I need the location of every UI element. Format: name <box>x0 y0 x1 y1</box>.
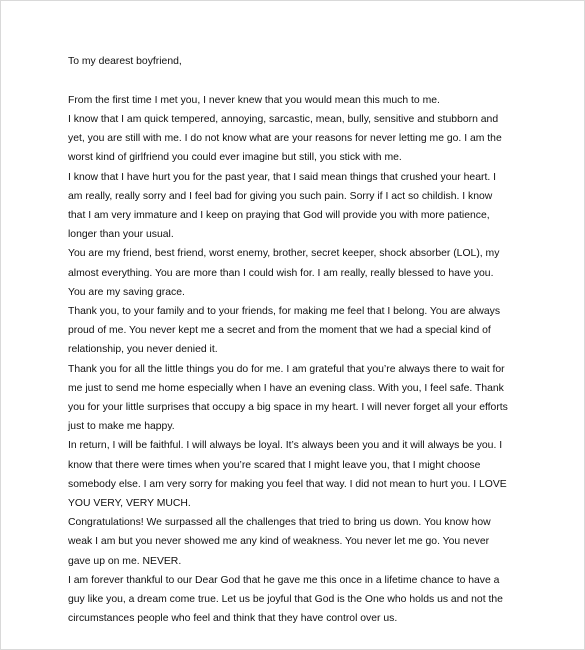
letter-paragraph <box>68 244 528 302</box>
paragraph-line: From the first time I met you, I never knew that you would mean this much to me. <box>68 94 440 106</box>
paragraph-line: almost everything. You are more than I could wish for. I am really, really blessed to have you. <box>68 267 494 279</box>
paragraph-line: I know that I am quick tempered, annoying, sarcastic, mean, bully, sensitive and stubborn and <box>68 114 499 125</box>
paragraph-line: me just to send me home especially when I have an evening class. With you, I feel safe. Thank <box>68 382 504 394</box>
letter-paragraph <box>68 436 528 513</box>
paragraph-line: yet, you are still with me. I do not know what are your reasons for never letting me go. I am the <box>68 133 502 145</box>
paragraph-line: YOU VERY, VERY MUCH. <box>68 498 191 510</box>
paragraph-line: gave up on me. NEVER. <box>68 555 182 567</box>
paragraph-line: You are my saving grace. <box>68 286 185 298</box>
paragraph-line: guy like you, a dream come true. Let us be joyful that God is the One who holds us and not the <box>68 594 503 606</box>
paragraph-line: you for your little surprises that occupy a big space in my heart. I will never forget all your efforts <box>68 402 508 414</box>
letter-paragraph <box>68 513 528 571</box>
letter-paragraph <box>68 110 528 168</box>
paragraph-line: Thank you, to your family and to your friends, for making me feel that I belong. You are always <box>68 306 501 318</box>
paragraph-line: Thank you for all the little things you do for me. I am grateful that you’re always there to wait for <box>68 363 505 375</box>
letter-paragraph <box>68 360 528 437</box>
paragraph-line: I am forever thankful to our Dear God that he gave me this once in a lifetime chance to have a <box>68 574 500 586</box>
paragraph-line: longer than your usual. <box>68 229 174 241</box>
letter-paragraph <box>68 91 528 110</box>
paragraph-line: just to make me happy. <box>68 421 175 433</box>
paragraph-line: somebody else. I am very sorry for making you feel that way. I did not mean to hurt you. I LOVE <box>68 478 507 490</box>
paragraph-line: know that there were times when you’re scared that I might leave you, that I might choose <box>68 459 481 471</box>
letter-paragraph <box>68 302 528 360</box>
letter-paragraphs <box>68 91 528 629</box>
paragraph-line: circumstances people who feel and think that they have control over us. <box>68 613 398 625</box>
paragraph-line: proud of me. You never kept me a secret and from the moment that we had a special kind of <box>68 325 491 337</box>
letter-body <box>68 52 528 628</box>
letter-paragraph <box>68 571 528 629</box>
paragraph-line: Congratulations! We surpassed all the challenges that tried to bring us down. You know how <box>68 517 491 529</box>
paragraph-line: that I am very immature and I keep on praying that God will provide you with more patience, <box>68 210 490 222</box>
paragraph-line: You are my friend, best friend, worst enemy, brother, secret keeper, shock absorber (LOL), my <box>68 248 500 260</box>
paragraph-line: relationship, you never denied it. <box>68 344 218 356</box>
paragraph-line: am really, really sorry and I feel bad for giving you such pain. Sorry if I act so childish. I know <box>68 190 493 202</box>
letter-salutation: To my dearest boyfriend, <box>68 56 182 67</box>
paragraph-line: weak I am but you never showed me any kind of weakness. You never let me go. You never <box>68 536 490 548</box>
paragraph-line: I know that I have hurt you for the past year, that I said mean things that crushed your heart. I <box>68 171 496 183</box>
paragraph-line: In return, I will be faithful. I will always be loyal. It’s always been you and it will always be you. I <box>68 440 503 452</box>
paragraph-line: worst kind of girlfriend you could ever imagine but still, you stick with me. <box>68 152 402 164</box>
letter-paragraph <box>68 168 528 245</box>
